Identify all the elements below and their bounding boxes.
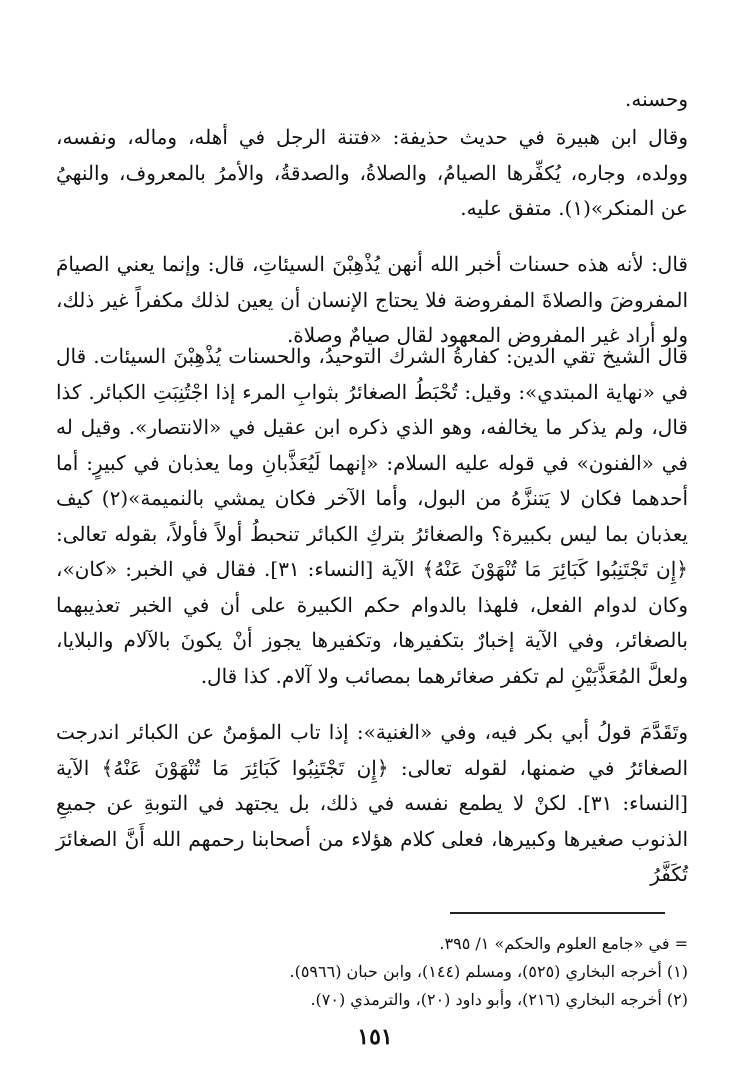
paragraph-text: وتَقَدَّمَ قولُ أبي بكر فيه، وفي «الغنية»: إذا تاب المؤمنُ عن الكبائر اندرجت الصغائرُ في ضمنها، لقوله تعالى: ﴿إِن تَجْتَنِبُوا كَبَائِرَ مَا تُنْهَوْنَ عَنْهُ﴾ الآية [النساء: ٣١]. لكنْ لا يطمع نفسه في ذلك، بل يجتهد في التوبةِ عن جميعِ الذنوب صغيرها وكبيرها، فعلى كلام هؤلاء من أصحابنا رحمهم الله أَنَّ الصغائرَ تُكَفَّرُ <box>56 720 688 886</box>
text-paragraph-taqi-al-din <box>56 339 688 694</box>
paragraph-text: قال الشيخ تقي الدين: كفارةُ الشرك التوحيدُ، والحسنات يُذْهِبْنَ السيئات. قال في «نهاية المبتدي»: وقيل: تُحْبَطُ الصغائرُ بثوابِ المرء إذا اجْتُنِبَتِ الكبائر. كذا قال، ولم يذكر ما يخالفه، وهو الذي ذكره ابن عقيل في «الانتصار». وقيل له في «الفنون» في قوله عليه السلام: «إنهما لَيُعَذَّبانِ وما يعذبان في كبيرٍ: أما أحدهما فكان لا يَتنزَّهُ من البول، وأما الآخر فكان يمشي بالنميمة»(٢) كيف يعذبان بما ليس بكبيرة؟ والصغائرُ بتركِ الكبائر تنحبطُ أولاً فأولاً، بقوله تعالى: ﴿إِن تَجْتَنِبُوا كَبَائِرَ مَا تُنْهَوْنَ عَنْهُ﴾ الآية [النساء: ٣١]. فقال في الخبر: «كان»، وكان لدوام الفعل، فلهذا بالدوام حكم الكبيرة على أن في الخبر تعذيبهما بالصغائر، وفي الآية إخبارٌ بتكفيرها، وتكفيرها يجوز أنْ يكونَ بالآلام والبلايا، ولعلَّ المُعَذَّبَيْنِ لم تكفر صغائرهما بمصائب ولا آلام. كذا قال. <box>56 344 689 688</box>
text-paragraph-explanation <box>56 247 688 354</box>
text-paragraph-ghunya <box>56 715 688 893</box>
text-paragraph-continuation <box>56 82 688 118</box>
footnote-2: (٢) أخرجه البخاري (٢١٦)، وأبو داود (٢٠)، والترمذي (٧٠). <box>310 990 688 1009</box>
text-paragraph-ibn-hubayra <box>56 120 688 227</box>
page-number: ١٥١ <box>357 1024 393 1050</box>
paragraph-text: وحسنه. <box>625 87 688 111</box>
footnote-divider <box>450 912 665 914</box>
footnote-continuation: = في «جامع العلوم والحكم» ١/ ٣٩٥. <box>439 934 688 953</box>
paragraph-text: وقال ابن هبيرة في حديث حذيفة: «فتنة الرجل في أهله، وماله، ونفسه، وولده، وجاره، يُكفِّرها الصيامُ، والصلاةُ، والصدقةُ، والأمرُ بالمعروف، والنهيُ عن المنكر»(١). متفق عليه. <box>56 125 688 220</box>
paragraph-text: قال: لأنه هذه حسنات أخبر الله أنهن يُذْهِبْنَ السيئاتِ، قال: وإنما يعني الصيامَ المفروضَ والصلاةَ المفروضة فلا يحتاج الإنسان أن يعين لذلك مكفراً غير ذلك، ولو أراد غير المفروض المعهود لقال صيامٌ وصلاة. <box>56 252 688 347</box>
footnote-1: (١) أخرجه البخاري (٥٢٥)، ومسلم (١٤٤)، وابن حبان (٥٩٦٦). <box>289 962 688 981</box>
footnotes <box>56 930 688 1014</box>
